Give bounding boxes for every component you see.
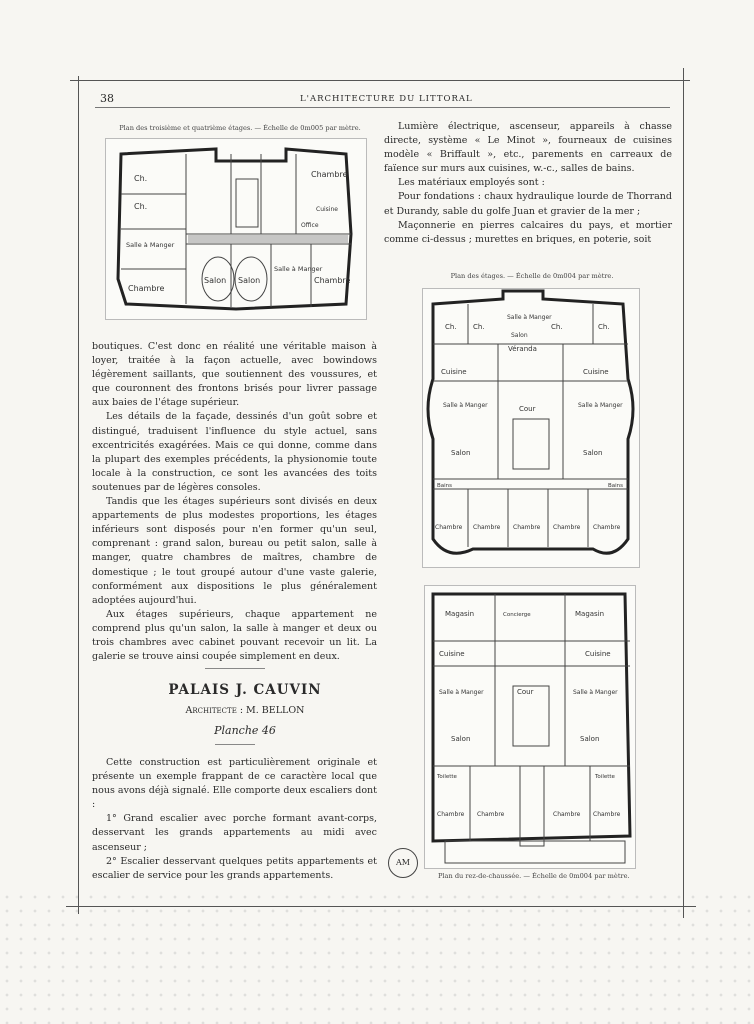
caption-plan-top: Plan des troisième et quatrième étages. — Échelle de 0m005 par mètre. (119, 124, 361, 132)
plan-rdc-label: Chambre (553, 811, 581, 818)
section-separator (205, 668, 265, 669)
floor-plan-upper (105, 138, 367, 320)
paragraph: 2° Escalier desservant quelques petits appartements et escalier de service pour les grands appartements. (92, 855, 377, 881)
plan-etages-label: Ch. (598, 323, 610, 331)
frame-left (78, 76, 79, 914)
plan-rdc-label: Salon (580, 735, 600, 743)
floor-plan-upper-drawing (106, 139, 366, 319)
paragraph: Cette construction est particulièrement originale et présente un exemple frappant de ce caractère local que nous avons déjà signalé. Elle comporte deux escaliers dont : (92, 757, 377, 811)
plan-rdc-label: Magasin (575, 610, 605, 618)
plan-top-label: Ch. (134, 174, 148, 183)
paragraph: Pour fondations : chaux hydraulique lourde de Thorrand et Durandy, sable du golfe Juan et gravier de la mer ; (384, 191, 672, 217)
plan-rdc-label: Toilette (595, 774, 615, 780)
plan-etages-label: Salle à Manger (578, 402, 623, 409)
floor-plan-rdc (424, 585, 636, 869)
text-left-main (92, 340, 377, 664)
plan-etages-label: Salle à Manger (507, 314, 552, 321)
plan-rdc-label: Cuisine (585, 650, 611, 658)
plan-etages-label: Salon (511, 332, 528, 339)
plan-top-label: Salle à Manger (126, 241, 175, 249)
plan-etages-label: Salon (583, 449, 603, 457)
plan-etages-label: Chambre (513, 524, 541, 531)
plan-rdc-label: Concierge (503, 612, 531, 618)
plan-top-label: Salle à Manger (274, 265, 323, 273)
plan-rdc-label: Toilette (437, 774, 457, 780)
plan-rdc-label: Chambre (437, 811, 465, 818)
plan-rdc-label: Salon (451, 735, 471, 743)
plan-etages-label: Ch. (445, 323, 457, 331)
page-border-pattern (0, 890, 754, 1024)
plan-top-label: Ch. (134, 202, 148, 211)
plan-top-label: Chambre (128, 284, 165, 293)
plan-etages-label: Ch. (551, 323, 563, 331)
frame-right (683, 68, 684, 918)
paragraph: Aux étages supérieurs, chaque appartement ne comprend plus qu'un salon, la salle à manger et deux ou trois chambres avec cabinet pouvant recevoir un lit. La galerie se trouve ainsi coupée simplement en deux. (92, 608, 377, 663)
plan-top-label: Chambre (314, 276, 351, 285)
section-title: PALAIS J. CAUVIN (168, 682, 322, 698)
plan-rdc-label: Chambre (477, 811, 505, 818)
plan-rdc-label: Chambre (593, 811, 621, 818)
plan-etages-label: Véranda (508, 345, 537, 353)
page-number: 38 (100, 92, 114, 105)
floor-plan-etages-drawing (423, 289, 639, 567)
plan-rdc-label: Cuisine (439, 650, 465, 658)
plan-etages-label: Chambre (553, 524, 581, 531)
section-separator (215, 744, 255, 745)
paragraph: Tandis que les étages supérieurs sont divisés en deux appartements de plus modestes proportions, les étages inférieurs sont disposés pour n'en former qu'un seul, comprenant : grand salon, bureau ou petit salon, salle à manger, quatre chambres de maîtres, chambre de domestique ; le tout groupé autour d'une vaste galerie, conformément aux dispositions le plus généralement adoptées aujourd'hui. (92, 496, 377, 606)
paragraph: 1° Grand escalier avec porche formant avant-corps, desservant les grands appartements au midi avec ascenseur ; (92, 813, 377, 853)
planche-number: Planche 46 (214, 724, 276, 737)
plan-top-label: Cuisine (316, 206, 338, 213)
plan-etages-label: Bains (608, 483, 624, 489)
caption-plan-etages: Plan des étages. — Échelle de 0m004 par mètre. (450, 272, 614, 280)
monogram-stamp: AM (388, 848, 418, 878)
plan-etages-label: Cuisine (583, 368, 609, 376)
plan-etages-label: Ch. (473, 323, 485, 331)
plan-rdc-label: Magasin (445, 610, 475, 618)
plan-etages-label: Chambre (473, 524, 501, 531)
floor-plan-rdc-drawing (425, 586, 635, 868)
header-rule (95, 107, 670, 108)
paragraph: Les détails de la façade, dessinés d'un goût sobre et distingué, traduisent l'influence du style actuel, sans excentricités exagérées. Mais ce qui donne, comme dans la plupart des exemples précédents, la physionomie toute locale à la construction, ce sont les avancées des toits soutenues par de légères consoles. (92, 411, 377, 493)
text-left-bottom (92, 756, 377, 883)
plan-etages-label: Cuisine (441, 368, 467, 376)
plan-top-label: Salon (238, 276, 261, 285)
running-head: L'ARCHITECTURE DU LITTORAL (300, 94, 473, 104)
text-right-top (384, 120, 672, 247)
plan-top-label: Office (301, 222, 319, 229)
architect-line: Architecte : M. BELLON (185, 705, 305, 716)
plan-etages-label: Chambre (435, 524, 463, 531)
paragraph: Maçonnerie en pierres calcaires du pays, et mortier comme ci-dessus ; murettes en briques, en poterie, soit (384, 219, 672, 245)
plan-rdc-label: Salle à Manger (573, 689, 618, 696)
paragraph: Lumière électrique, ascenseur, appareils à chasse directe, système « Le Minot », fourneaux de cuisines modèle « Briffault », etc., parements en carreaux de faïence sur murs aux cuisines, w.-c., salles de bains. (384, 121, 672, 175)
plan-top-label: Salon (204, 276, 227, 285)
plan-top-label: Chambre (311, 170, 348, 179)
plan-rdc-label: Salle à Manger (439, 689, 484, 696)
plan-rdc-label: Cour (517, 688, 534, 696)
floor-plan-etages (422, 288, 640, 568)
paragraph: Les matériaux employés sont : (398, 177, 545, 189)
frame-top (70, 80, 690, 81)
plan-etages-label: Bains (437, 483, 453, 489)
plan-etages-label: Chambre (593, 524, 621, 531)
plan-etages-label: Salle à Manger (443, 402, 488, 409)
paragraph: boutiques. C'est donc en réalité une véritable maison à loyer, traitée à la façon actuelle, avec bowindows légèrement saillants, que soutiennent des voussures, et que couronnent des frontons brisés pour livrer passage aux baies de l'étage supérieur. (92, 341, 377, 409)
caption-plan-rdc: Plan du rez-de-chaussée. — Échelle de 0m004 par mètre. (438, 872, 630, 880)
plan-etages-label: Cour (519, 405, 536, 413)
frame-bottom (66, 906, 696, 907)
plan-etages-label: Salon (451, 449, 471, 457)
